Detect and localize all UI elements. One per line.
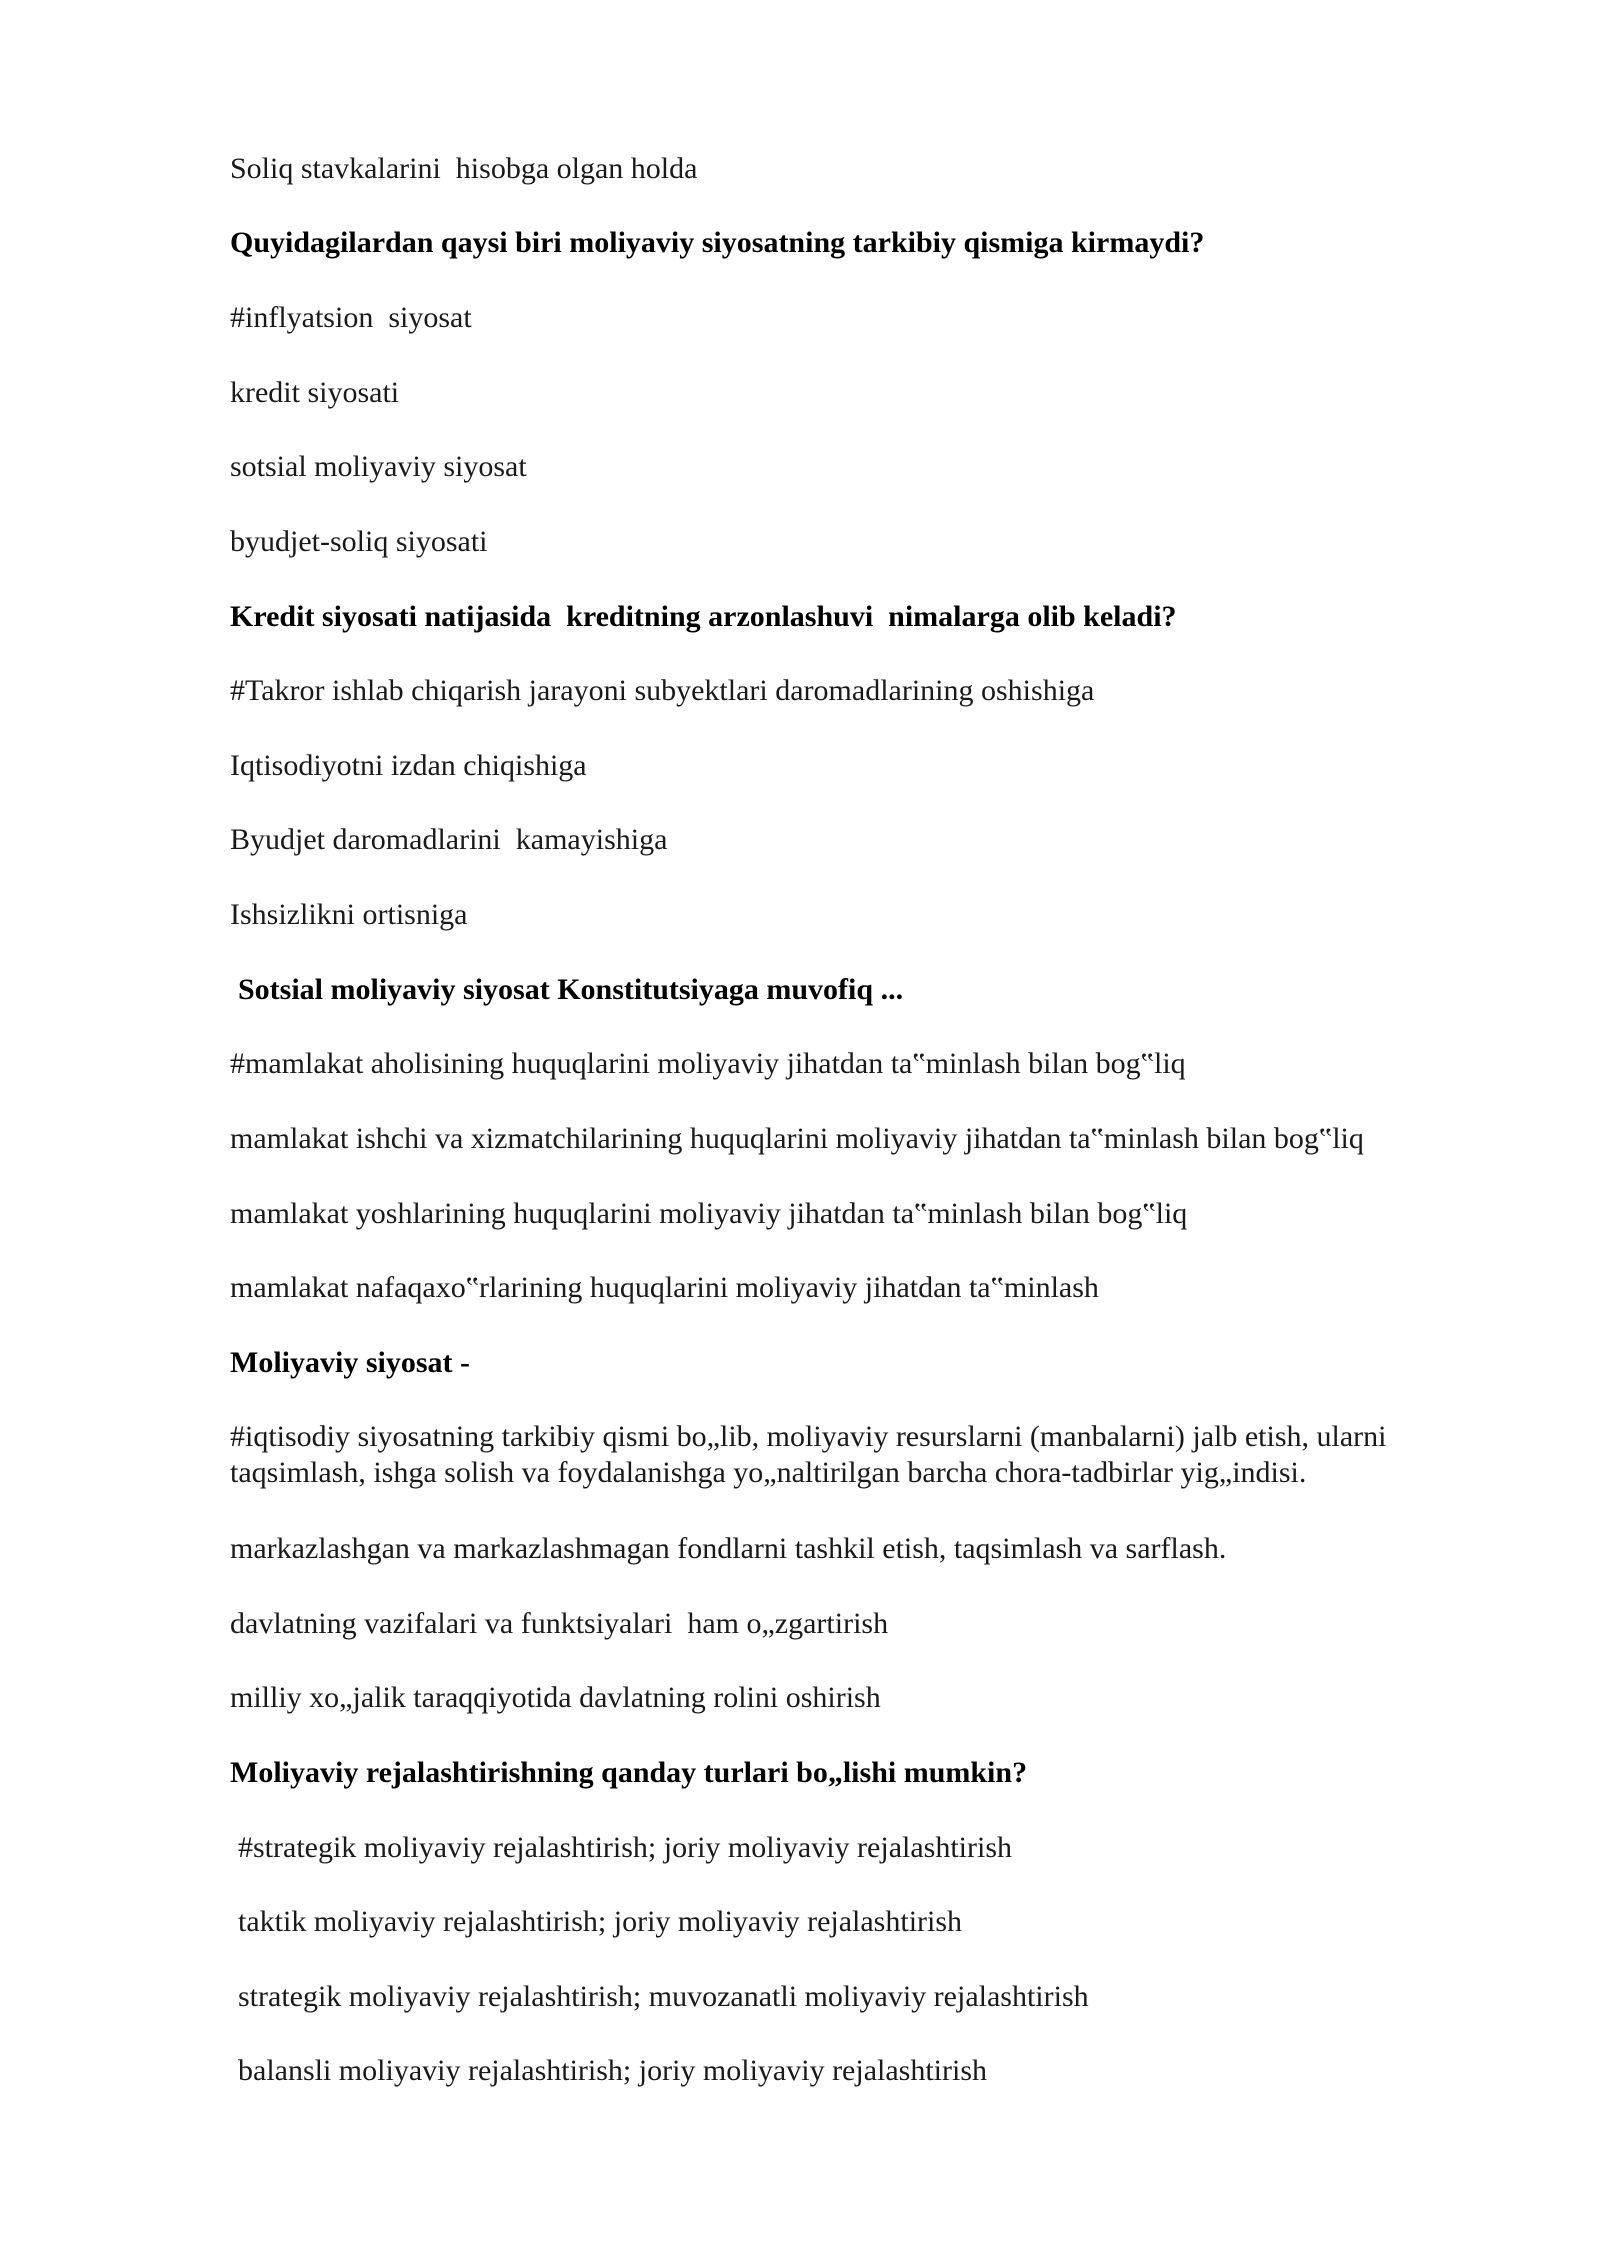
- answer-option: sotsial moliyaviy siyosat: [230, 450, 527, 483]
- answer-option: kredit siyosati: [230, 376, 400, 409]
- answer-option: mamlakat nafaqaxo‟rlarining huquqlarini moliyaviy jihatdan ta‟minlash: [230, 1271, 1099, 1304]
- answer-option: byudjet-soliq siyosati: [230, 525, 488, 558]
- answer-option-correct: #inflyatsion siyosat: [230, 301, 472, 334]
- answer-option: markazlashgan va markazlashmagan fondlarni tashkil etish, taqsimlash va sarflash.: [230, 1532, 1227, 1565]
- answer-option: Ishsizlikni ortisniga: [230, 898, 468, 931]
- answer-option-correct: #mamlakat aholisining huquqlarini moliyaviy jihatdan ta‟minlash bilan bog‟liq: [230, 1047, 1186, 1080]
- question-heading: Kredit siyosati natijasida kreditning arzonlashuvi nimalarga olib keladi?: [230, 600, 1177, 633]
- answer-option-correct: #strategik moliyaviy rejalashtirish; joriy moliyaviy rejalashtirish: [238, 1831, 1013, 1864]
- answer-option: strategik moliyaviy rejalashtirish; muvozanatli moliyaviy rejalashtirish: [238, 1980, 1089, 2013]
- answer-text: Soliq stavkalarini hisobga olgan holda: [230, 152, 698, 185]
- answer-option-correct: #Takror ishlab chiqarish jarayoni subyektlari daromadlarining oshishiga: [230, 674, 1095, 707]
- question-heading: Moliyaviy siyosat -: [230, 1346, 470, 1379]
- question-heading: Sotsial moliyaviy siyosat Konstitutsiyaga muvofiq ...: [238, 973, 904, 1006]
- answer-option: mamlakat ishchi va xizmatchilarining huquqlarini moliyaviy jihatdan ta‟minlash bilan bog‟liq: [230, 1122, 1364, 1155]
- question-heading: Moliyaviy rejalashtirishning qanday turlari bo„lishi mumkin?: [230, 1756, 1028, 1789]
- answer-option: Iqtisodiyotni izdan chiqishiga: [230, 749, 587, 782]
- answer-option: milliy xo„jalik taraqqiyotida davlatning rolini oshirish: [230, 1681, 881, 1714]
- answer-option: taktik moliyaviy rejalashtirish; joriy moliyaviy rejalashtirish: [238, 1905, 963, 1938]
- answer-option-correct: #iqtisodiy siyosatning tarkibiy qismi bo„lib, moliyaviy resurslarni (manbalarni) jalb etish, ularni taqsimlash, ishga solish va foydalanishga yo„naltirilgan barcha chora-tadbirlar yig„indisi.: [230, 1420, 1387, 1489]
- question-heading: Quyidagilardan qaysi biri moliyaviy siyosatning tarkibiy qismiga kirmaydi?: [230, 226, 1205, 259]
- answer-option: mamlakat yoshlarining huquqlarini moliyaviy jihatdan ta‟minlash bilan bog‟liq: [230, 1197, 1188, 1230]
- answer-option: davlatning vazifalari va funktsiyalari ham o„zgartirish: [230, 1607, 889, 1640]
- answer-option: balansli moliyaviy rejalashtirish; joriy moliyaviy rejalashtirish: [238, 2054, 988, 2087]
- answer-option: Byudjet daromadlarini kamayishiga: [230, 823, 668, 856]
